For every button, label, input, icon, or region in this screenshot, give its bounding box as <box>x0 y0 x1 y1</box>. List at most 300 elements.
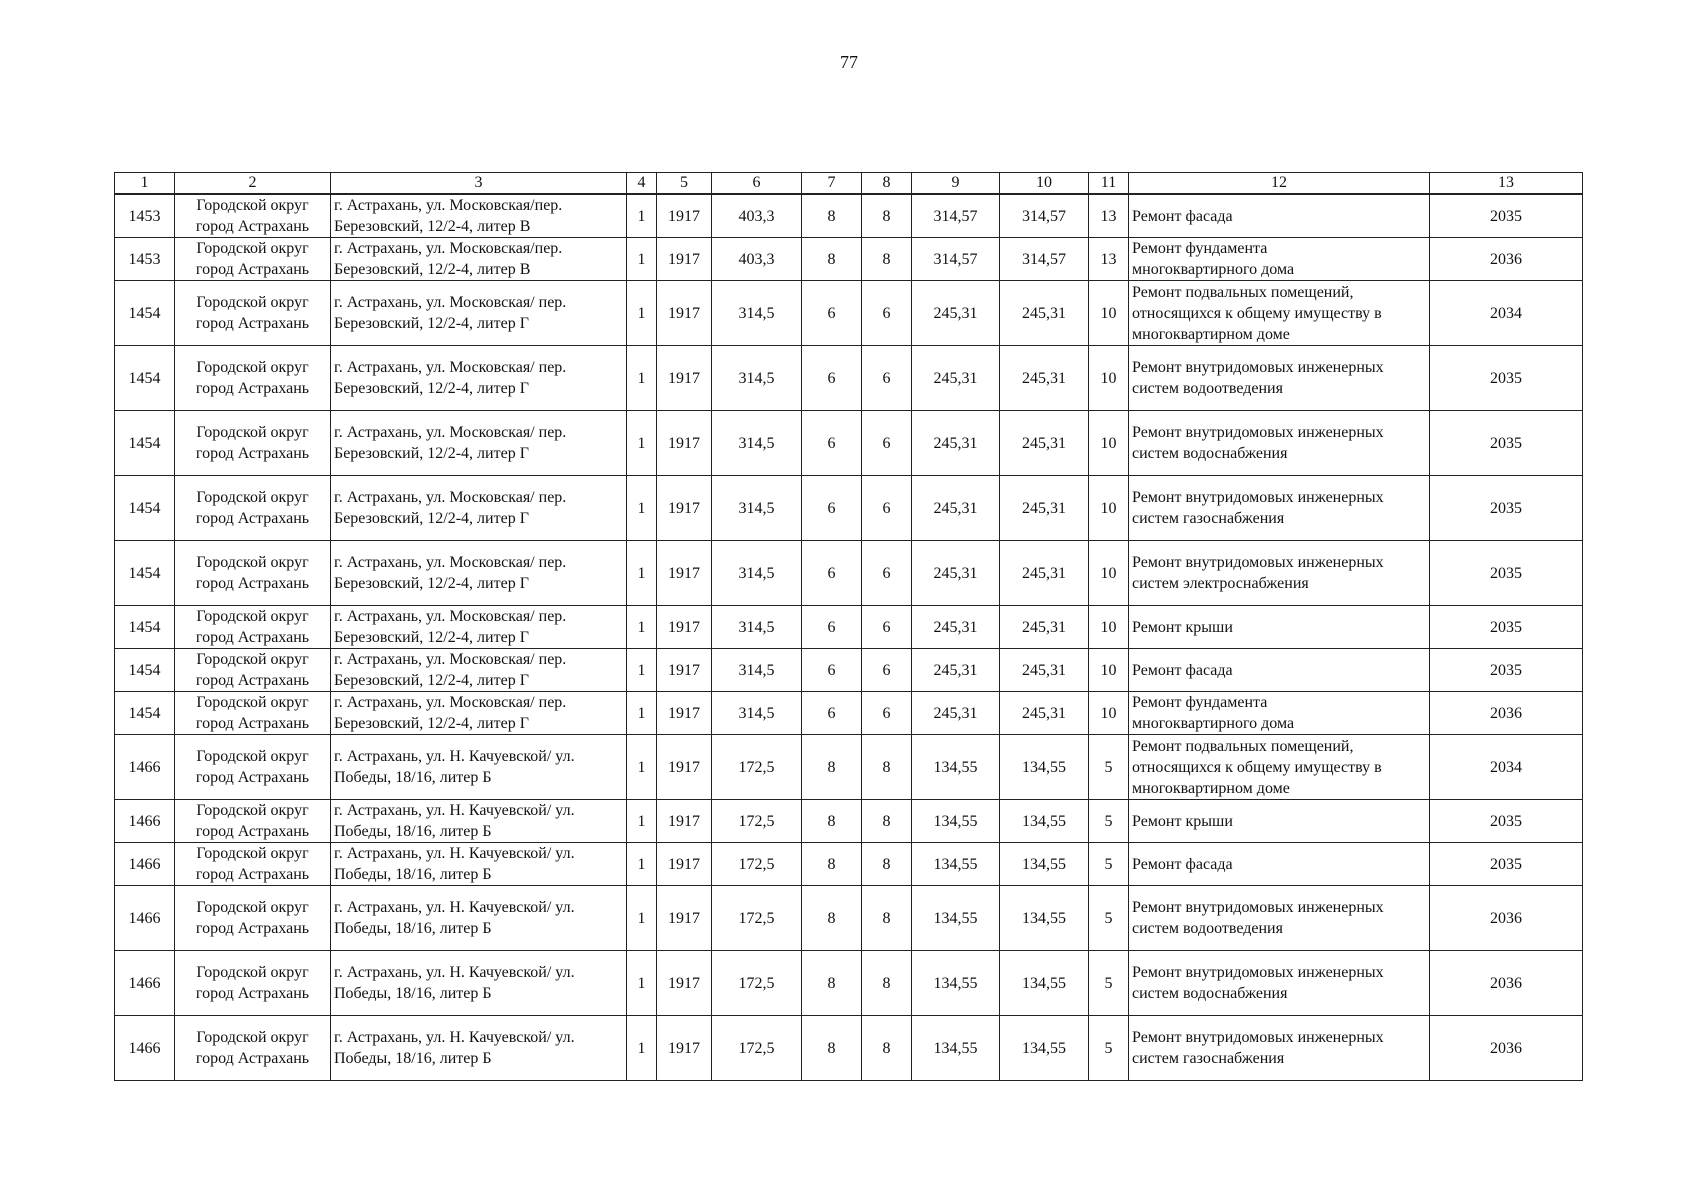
cell-col11: 13 <box>1089 194 1129 238</box>
table-row <box>115 692 1583 735</box>
cell-address-line: Березовский, 12/2-4, литер Г <box>334 380 529 397</box>
cell-col11: 10 <box>1089 411 1129 476</box>
cell-record-number: 1454 <box>115 606 175 649</box>
cell-col10: 134,55 <box>1000 800 1089 843</box>
column-header: 9 <box>912 173 1000 195</box>
cell-address-line: Березовский, 12/2-4, литер Г <box>334 445 529 462</box>
cell-municipality-line: Городской округ <box>196 845 309 862</box>
cell-col7: 6 <box>802 346 862 411</box>
cell-col10: 245,31 <box>1000 281 1089 346</box>
table-row <box>115 735 1583 800</box>
cell-col8: 8 <box>862 194 912 238</box>
column-header: 10 <box>1000 173 1089 195</box>
cell-address <box>331 541 627 606</box>
cell-work-type-line: систем водоснабжения <box>1132 985 1288 1002</box>
cell-work-type <box>1129 735 1430 800</box>
cell-planned-year: 2036 <box>1430 1016 1583 1081</box>
cell-col9: 134,55 <box>912 800 1000 843</box>
cell-record-number: 1454 <box>115 346 175 411</box>
table-row <box>115 281 1583 346</box>
cell-municipality-line: Городской округ <box>196 554 309 571</box>
cell-address <box>331 843 627 886</box>
cell-address-line: г. Астрахань, ул. Московская/ пер. <box>334 424 567 441</box>
cell-col9: 245,31 <box>912 476 1000 541</box>
cell-work-type-line: Ремонт фундамента <box>1132 694 1268 711</box>
cell-address <box>331 606 627 649</box>
cell-address-line: г. Астрахань, ул. Московская/ пер. <box>334 359 567 376</box>
cell-area: 314,5 <box>712 346 802 411</box>
cell-col4: 1 <box>627 238 657 281</box>
cell-address <box>331 238 627 281</box>
cell-col9: 245,31 <box>912 541 1000 606</box>
cell-col7: 8 <box>802 886 862 951</box>
cell-municipality <box>175 843 331 886</box>
cell-area: 172,5 <box>712 843 802 886</box>
cell-col9: 245,31 <box>912 649 1000 692</box>
cell-col8: 6 <box>862 281 912 346</box>
cell-municipality-line: город Астрахань <box>195 715 310 732</box>
cell-col7: 8 <box>802 238 862 281</box>
cell-col9: 245,31 <box>912 606 1000 649</box>
cell-col9: 245,31 <box>912 411 1000 476</box>
cell-record-number: 1466 <box>115 800 175 843</box>
cell-record-number: 1454 <box>115 476 175 541</box>
cell-col11: 10 <box>1089 346 1129 411</box>
cell-address <box>331 281 627 346</box>
cell-address <box>331 800 627 843</box>
cell-address-line: Березовский, 12/2-4, литер Г <box>334 629 529 646</box>
cell-area: 403,3 <box>712 238 802 281</box>
header-row <box>115 173 1583 195</box>
cell-work-type <box>1129 541 1430 606</box>
cell-col10: 134,55 <box>1000 886 1089 951</box>
cell-work-type <box>1129 476 1430 541</box>
cell-municipality-line: Городской округ <box>196 964 309 981</box>
cell-municipality-line: город Астрахань <box>195 315 310 332</box>
cell-address-line: г. Астрахань, ул. Московская/ пер. <box>334 294 567 311</box>
cell-municipality <box>175 411 331 476</box>
cell-col9: 134,55 <box>912 951 1000 1016</box>
cell-area: 314,5 <box>712 649 802 692</box>
cell-area: 314,5 <box>712 411 802 476</box>
table-row <box>115 238 1583 281</box>
table-row <box>115 411 1583 476</box>
cell-planned-year: 2035 <box>1430 541 1583 606</box>
cell-municipality-line: Городской округ <box>196 197 309 214</box>
cell-municipality-line: город Астрахань <box>195 769 310 786</box>
cell-year: 1917 <box>657 649 712 692</box>
cell-municipality <box>175 281 331 346</box>
cell-col8: 8 <box>862 735 912 800</box>
cell-year: 1917 <box>657 281 712 346</box>
cell-col11: 5 <box>1089 843 1129 886</box>
cell-address <box>331 692 627 735</box>
table-body <box>115 194 1583 1081</box>
cell-col4: 1 <box>627 194 657 238</box>
cell-record-number: 1466 <box>115 735 175 800</box>
cell-municipality <box>175 238 331 281</box>
cell-col8: 6 <box>862 346 912 411</box>
cell-planned-year: 2035 <box>1430 194 1583 238</box>
cell-col10: 134,55 <box>1000 951 1089 1016</box>
cell-municipality-line: город Астрахань <box>195 985 310 1002</box>
cell-col11: 10 <box>1089 281 1129 346</box>
cell-col10: 134,55 <box>1000 735 1089 800</box>
cell-work-type-line: Ремонт внутридомовых инженерных <box>1132 1029 1384 1046</box>
cell-municipality-line: Городской округ <box>196 899 309 916</box>
cell-work-type-line: Ремонт фундамента <box>1132 240 1268 257</box>
cell-planned-year: 2035 <box>1430 346 1583 411</box>
cell-col4: 1 <box>627 951 657 1016</box>
cell-address-line: г. Астрахань, ул. Н. Качуевской/ ул. <box>334 1029 575 1046</box>
cell-area: 314,5 <box>712 606 802 649</box>
cell-col7: 6 <box>802 411 862 476</box>
cell-address-line: г. Астрахань, ул. Московская/ пер. <box>334 489 567 506</box>
cell-col7: 8 <box>802 735 862 800</box>
cell-municipality-line: Городской округ <box>196 694 309 711</box>
column-header: 11 <box>1089 173 1129 195</box>
cell-address-line: г. Астрахань, ул. Московская/ пер. <box>334 554 567 571</box>
cell-col4: 1 <box>627 692 657 735</box>
table-row <box>115 886 1583 951</box>
cell-address-line: Березовский, 12/2-4, литер В <box>334 261 531 278</box>
cell-address <box>331 735 627 800</box>
cell-col9: 245,31 <box>912 281 1000 346</box>
cell-col11: 5 <box>1089 951 1129 1016</box>
cell-address-line: Березовский, 12/2-4, литер Г <box>334 715 529 732</box>
table-row <box>115 1016 1583 1081</box>
cell-work-type-line: Ремонт подвальных помещений, <box>1132 737 1354 755</box>
cell-col11: 5 <box>1089 886 1129 951</box>
cell-col8: 6 <box>862 541 912 606</box>
cell-year: 1917 <box>657 1016 712 1081</box>
cell-municipality <box>175 194 331 238</box>
cell-address-line: Березовский, 12/2-4, литер Г <box>334 510 529 527</box>
cell-col7: 6 <box>802 606 862 649</box>
cell-municipality-line: Городской округ <box>196 748 309 765</box>
cell-planned-year: 2034 <box>1430 281 1583 346</box>
cell-address-line: г. Астрахань, ул. Н. Качуевской/ ул. <box>334 964 575 981</box>
cell-year: 1917 <box>657 476 712 541</box>
cell-municipality-line: Городской округ <box>196 489 309 506</box>
cell-area: 172,5 <box>712 951 802 1016</box>
cell-address <box>331 346 627 411</box>
cell-area: 314,5 <box>712 476 802 541</box>
cell-col7: 6 <box>802 541 862 606</box>
cell-year: 1917 <box>657 238 712 281</box>
cell-col8: 6 <box>862 692 912 735</box>
cell-work-type <box>1129 800 1430 843</box>
cell-address-line: Победы, 18/16, литер Б <box>334 920 492 937</box>
cell-work-type-line: многоквартирного дома <box>1132 715 1295 732</box>
cell-col10: 134,55 <box>1000 1016 1089 1081</box>
cell-col9: 134,55 <box>912 1016 1000 1081</box>
cell-col11: 10 <box>1089 606 1129 649</box>
cell-work-type <box>1129 346 1430 411</box>
cell-col11: 5 <box>1089 1016 1129 1081</box>
cell-address-line: г. Астрахань, ул. Н. Качуевской/ ул. <box>334 748 575 765</box>
cell-municipality-line: Городской округ <box>196 802 309 819</box>
cell-year: 1917 <box>657 692 712 735</box>
cell-municipality-line: город Астрахань <box>195 261 310 278</box>
column-header: 2 <box>175 173 331 195</box>
cell-col7: 6 <box>802 281 862 346</box>
cell-col8: 6 <box>862 411 912 476</box>
cell-work-type-line: Ремонт внутридомовых инженерных <box>1132 554 1384 571</box>
cell-year: 1917 <box>657 194 712 238</box>
cell-area: 314,5 <box>712 281 802 346</box>
table-row <box>115 476 1583 541</box>
cell-area: 172,5 <box>712 800 802 843</box>
cell-municipality <box>175 735 331 800</box>
cell-municipality <box>175 346 331 411</box>
cell-municipality-line: Городской округ <box>196 359 309 376</box>
cell-work-type <box>1129 281 1430 346</box>
cell-work-type-line: относящихся к общему имуществу в <box>1132 304 1382 322</box>
cell-record-number: 1466 <box>115 951 175 1016</box>
cell-col7: 6 <box>802 649 862 692</box>
column-header: 1 <box>115 173 175 195</box>
cell-planned-year: 2035 <box>1430 649 1583 692</box>
cell-municipality-line: Городской округ <box>196 424 309 441</box>
cell-address <box>331 649 627 692</box>
cell-planned-year: 2035 <box>1430 411 1583 476</box>
cell-municipality <box>175 1016 331 1081</box>
cell-col7: 8 <box>802 800 862 843</box>
cell-record-number: 1466 <box>115 1016 175 1081</box>
cell-col11: 5 <box>1089 735 1129 800</box>
cell-planned-year: 2035 <box>1430 476 1583 541</box>
column-header: 3 <box>331 173 627 195</box>
cell-work-type <box>1129 1016 1430 1081</box>
table-row <box>115 800 1583 843</box>
cell-col7: 6 <box>802 692 862 735</box>
cell-address-line: Победы, 18/16, литер Б <box>334 823 492 840</box>
cell-col10: 245,31 <box>1000 606 1089 649</box>
cell-municipality-line: Городской округ <box>196 240 309 257</box>
cell-address <box>331 951 627 1016</box>
cell-work-type-line: Ремонт внутридомовых инженерных <box>1132 489 1384 506</box>
cell-address-line: г. Астрахань, ул. Московская/пер. <box>334 240 563 257</box>
cell-col4: 1 <box>627 281 657 346</box>
cell-municipality <box>175 800 331 843</box>
cell-municipality-line: город Астрахань <box>195 218 310 235</box>
column-header: 12 <box>1129 173 1430 195</box>
cell-col4: 1 <box>627 1016 657 1081</box>
cell-col8: 6 <box>862 606 912 649</box>
cell-work-type-line: Ремонт фасада <box>1132 855 1233 873</box>
cell-year: 1917 <box>657 735 712 800</box>
cell-col7: 8 <box>802 194 862 238</box>
cell-work-type-line: Ремонт внутридомовых инженерных <box>1132 424 1384 441</box>
cell-address-line: г. Астрахань, ул. Н. Качуевской/ ул. <box>334 802 575 819</box>
cell-col10: 245,31 <box>1000 692 1089 735</box>
cell-planned-year: 2036 <box>1430 692 1583 735</box>
cell-work-type-line: относящихся к общему имуществу в <box>1132 758 1382 776</box>
cell-year: 1917 <box>657 886 712 951</box>
cell-municipality-line: город Астрахань <box>195 629 310 646</box>
cell-address <box>331 1016 627 1081</box>
cell-record-number: 1466 <box>115 886 175 951</box>
cell-planned-year: 2036 <box>1430 886 1583 951</box>
cell-address <box>331 411 627 476</box>
cell-col7: 8 <box>802 843 862 886</box>
cell-work-type <box>1129 951 1430 1016</box>
cell-area: 403,3 <box>712 194 802 238</box>
cell-record-number: 1453 <box>115 238 175 281</box>
cell-record-number: 1454 <box>115 692 175 735</box>
cell-col4: 1 <box>627 606 657 649</box>
cell-work-type-line: многоквартирного дома <box>1132 261 1295 278</box>
cell-col4: 1 <box>627 735 657 800</box>
column-header: 6 <box>712 173 802 195</box>
cell-year: 1917 <box>657 951 712 1016</box>
cell-col4: 1 <box>627 346 657 411</box>
cell-work-type-line: многоквартирном доме <box>1132 325 1290 343</box>
cell-work-type-line: многоквартирном доме <box>1132 779 1290 797</box>
cell-year: 1917 <box>657 800 712 843</box>
cell-col10: 134,55 <box>1000 843 1089 886</box>
cell-municipality-line: город Астрахань <box>195 823 310 840</box>
cell-work-type-line: систем водоотведения <box>1132 920 1283 937</box>
repair-schedule-table <box>114 172 1583 1081</box>
cell-work-type <box>1129 692 1430 735</box>
cell-col10: 245,31 <box>1000 411 1089 476</box>
cell-col11: 10 <box>1089 649 1129 692</box>
cell-col11: 13 <box>1089 238 1129 281</box>
cell-col10: 245,31 <box>1000 476 1089 541</box>
cell-col10: 245,31 <box>1000 541 1089 606</box>
cell-work-type <box>1129 606 1430 649</box>
cell-address-line: г. Астрахань, ул. Московская/пер. <box>334 197 563 214</box>
cell-address-line: Победы, 18/16, литер Б <box>334 1050 492 1067</box>
cell-work-type-line: Ремонт фасада <box>1132 661 1233 679</box>
table-row <box>115 843 1583 886</box>
cell-col9: 245,31 <box>912 346 1000 411</box>
table-row <box>115 951 1583 1016</box>
cell-municipality <box>175 606 331 649</box>
cell-address-line: Березовский, 12/2-4, литер Г <box>334 575 529 592</box>
cell-col11: 10 <box>1089 476 1129 541</box>
cell-record-number: 1454 <box>115 649 175 692</box>
cell-address <box>331 476 627 541</box>
cell-work-type <box>1129 649 1430 692</box>
cell-work-type <box>1129 194 1430 238</box>
column-header: 7 <box>802 173 862 195</box>
cell-work-type-line: Ремонт фасада <box>1132 207 1233 225</box>
cell-address-line: г. Астрахань, ул. Московская/ пер. <box>334 651 567 668</box>
cell-municipality <box>175 886 331 951</box>
cell-work-type-line: систем газоснабжения <box>1132 510 1285 527</box>
table-row <box>115 194 1583 238</box>
cell-work-type-line: систем газоснабжения <box>1132 1050 1285 1067</box>
page-number-text: 77 <box>840 52 858 72</box>
cell-work-type-line: Ремонт внутридомовых инженерных <box>1132 359 1384 376</box>
cell-record-number: 1454 <box>115 411 175 476</box>
cell-address-line: Березовский, 12/2-4, литер Г <box>334 672 529 689</box>
column-header: 4 <box>627 173 657 195</box>
cell-col4: 1 <box>627 411 657 476</box>
cell-col10: 245,31 <box>1000 649 1089 692</box>
cell-address-line: г. Астрахань, ул. Н. Качуевской/ ул. <box>334 845 575 862</box>
cell-col8: 8 <box>862 238 912 281</box>
cell-area: 314,5 <box>712 692 802 735</box>
cell-municipality-line: город Астрахань <box>195 866 310 883</box>
cell-address <box>331 194 627 238</box>
cell-area: 172,5 <box>712 1016 802 1081</box>
column-header: 8 <box>862 173 912 195</box>
cell-work-type-line: Ремонт крыши <box>1132 618 1233 636</box>
cell-municipality-line: Городской округ <box>196 651 309 668</box>
cell-col7: 6 <box>802 476 862 541</box>
cell-municipality-line: город Астрахань <box>195 672 310 689</box>
cell-col8: 8 <box>862 1016 912 1081</box>
cell-address-line: г. Астрахань, ул. Московская/ пер. <box>334 608 567 625</box>
cell-work-type-line: систем водоотведения <box>1132 380 1283 397</box>
cell-address-line: Березовский, 12/2-4, литер В <box>334 218 531 235</box>
cell-year: 1917 <box>657 606 712 649</box>
cell-col8: 8 <box>862 951 912 1016</box>
cell-col9: 314,57 <box>912 194 1000 238</box>
cell-municipality <box>175 541 331 606</box>
cell-record-number: 1466 <box>115 843 175 886</box>
cell-year: 1917 <box>657 411 712 476</box>
cell-year: 1917 <box>657 843 712 886</box>
cell-planned-year: 2035 <box>1430 606 1583 649</box>
column-header: 5 <box>657 173 712 195</box>
cell-col4: 1 <box>627 843 657 886</box>
cell-col9: 314,57 <box>912 238 1000 281</box>
cell-municipality <box>175 476 331 541</box>
cell-col11: 10 <box>1089 541 1129 606</box>
cell-col8: 8 <box>862 800 912 843</box>
cell-municipality-line: Городской округ <box>196 1029 309 1046</box>
cell-col4: 1 <box>627 886 657 951</box>
cell-record-number: 1454 <box>115 281 175 346</box>
cell-record-number: 1453 <box>115 194 175 238</box>
cell-work-type-line: Ремонт подвальных помещений, <box>1132 283 1354 301</box>
cell-record-number: 1454 <box>115 541 175 606</box>
cell-col8: 6 <box>862 476 912 541</box>
cell-address-line: Победы, 18/16, литер Б <box>334 769 492 786</box>
cell-col9: 134,55 <box>912 735 1000 800</box>
table-row <box>115 346 1583 411</box>
cell-col8: 8 <box>862 886 912 951</box>
cell-work-type-line: систем водоснабжения <box>1132 445 1288 462</box>
cell-col4: 1 <box>627 649 657 692</box>
cell-col11: 5 <box>1089 800 1129 843</box>
cell-work-type-line: Ремонт крыши <box>1132 812 1233 830</box>
cell-address <box>331 886 627 951</box>
cell-col10: 245,31 <box>1000 346 1089 411</box>
cell-municipality <box>175 692 331 735</box>
cell-col9: 134,55 <box>912 843 1000 886</box>
cell-municipality <box>175 951 331 1016</box>
cell-col4: 1 <box>627 541 657 606</box>
cell-work-type-line: Ремонт внутридомовых инженерных <box>1132 899 1384 916</box>
cell-year: 1917 <box>657 346 712 411</box>
cell-area: 172,5 <box>712 735 802 800</box>
cell-municipality-line: Городской округ <box>196 294 309 311</box>
page-number <box>0 52 1698 73</box>
cell-col4: 1 <box>627 800 657 843</box>
cell-col8: 8 <box>862 843 912 886</box>
cell-planned-year: 2035 <box>1430 800 1583 843</box>
cell-municipality-line: Городской округ <box>196 608 309 625</box>
cell-area: 314,5 <box>712 541 802 606</box>
cell-work-type-line: Ремонт внутридомовых инженерных <box>1132 964 1384 981</box>
cell-planned-year: 2036 <box>1430 238 1583 281</box>
